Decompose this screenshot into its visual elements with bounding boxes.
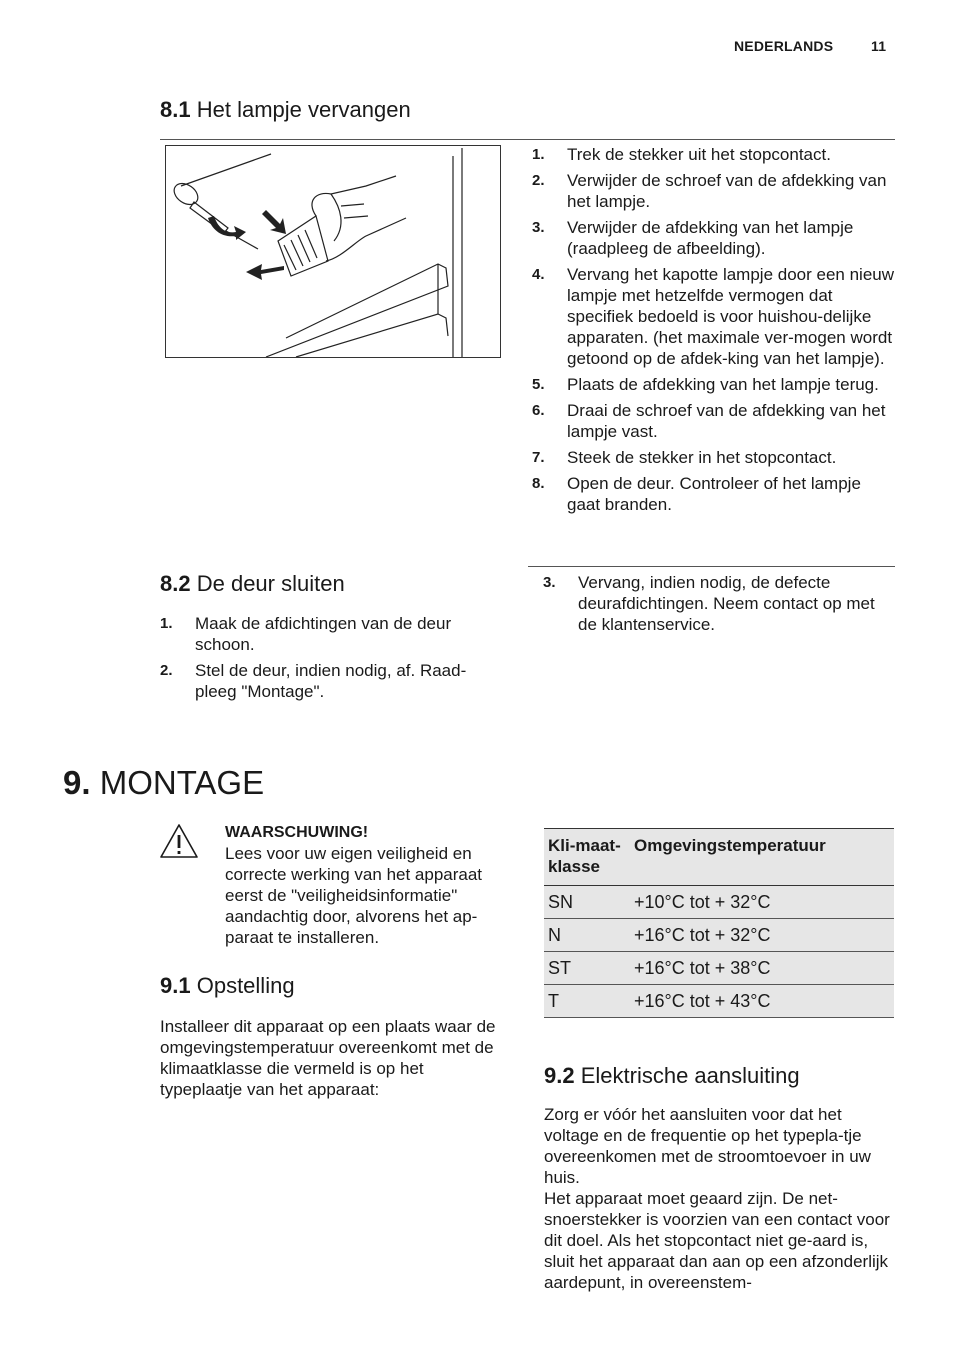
step-text: Stel de deur, indien nodig, af. Raad-pleeg "Montage". bbox=[195, 661, 467, 701]
section-9-2-text-1: Zorg er vóór het aansluiten voor dat het voltage en de frequentie op het typepla-tje overeenkomen met de stroomtoevoer in uw huis. bbox=[544, 1105, 871, 1187]
step-number: 8. bbox=[532, 475, 545, 492]
table-row bbox=[544, 886, 894, 919]
list-item bbox=[532, 374, 894, 395]
section-8-2-number: 8.2 bbox=[160, 571, 191, 596]
table-row bbox=[544, 919, 894, 952]
list-item bbox=[532, 473, 894, 515]
step-text: Verwijder de afdekking van het lampje (raadpleeg de afbeelding). bbox=[567, 218, 854, 258]
section-9-1-text: Installeer dit apparaat op een plaats waar de omgevingstemperatuur overeenkomt met de klimaatklasse die vermeld is op het typeplaatje van het apparaat: bbox=[160, 1017, 496, 1099]
page-number: 11 bbox=[871, 38, 887, 54]
list-item bbox=[532, 217, 894, 259]
list-item bbox=[532, 144, 894, 165]
step-number: 1. bbox=[160, 615, 173, 632]
door-steps-left bbox=[160, 613, 505, 707]
warning-text: Lees voor uw eigen veiligheid en correcte werking van het apparaat eerst de "veiligheidsinformatie" aandachtig door, alvorens het ap-paraat te installeren. bbox=[225, 844, 483, 947]
list-item bbox=[160, 660, 505, 702]
section-9-2-heading bbox=[544, 1063, 800, 1089]
section-9-2-text-2: Het apparaat moet geaard zijn. De net-snoerstekker is voorzien van een contact voor dit doel. Als het stopcontact niet ge-aard is, sluit het apparaat dan aan op een afzonderlijk aardepunt, in overeenstem- bbox=[544, 1189, 890, 1292]
door-steps-right bbox=[543, 572, 893, 640]
step-text: Steek de stekker in het stopcontact. bbox=[567, 448, 837, 467]
chapter-title: MONTAGE bbox=[99, 764, 265, 801]
step-number: 3. bbox=[532, 219, 545, 236]
step-text: Maak de afdichtingen van de deur schoon. bbox=[195, 614, 452, 654]
list-item bbox=[160, 613, 505, 655]
step-text: Vervang, indien nodig, de defecte deurafdichtingen. Neem contact op met de klantenservice. bbox=[578, 573, 875, 634]
table-header-row bbox=[544, 829, 894, 886]
table-cell: N bbox=[544, 919, 630, 952]
lamp-replacement-illustration bbox=[165, 145, 501, 358]
chapter-heading bbox=[63, 764, 264, 802]
column-header-climate-class: Kli-maat-klasse bbox=[544, 829, 630, 886]
column-header-temperature: Omgevingstemperatuur bbox=[630, 829, 894, 886]
step-text: Verwijder de schroef van de afdekking van het lampje. bbox=[567, 171, 887, 211]
list-item bbox=[543, 572, 893, 635]
step-number: 7. bbox=[532, 449, 545, 466]
section-9-2-number: 9.2 bbox=[544, 1063, 575, 1088]
section-divider bbox=[528, 566, 895, 567]
list-item bbox=[532, 170, 894, 212]
table-cell: +10°C tot + 32°C bbox=[630, 886, 894, 919]
table-row bbox=[544, 952, 894, 985]
section-8-2-title: De deur sluiten bbox=[196, 571, 345, 596]
chapter-number: 9. bbox=[63, 764, 91, 801]
step-number: 5. bbox=[532, 376, 545, 393]
table-row bbox=[544, 985, 894, 1018]
warning-title: WAARSCHUWING! bbox=[225, 824, 369, 841]
warning-block bbox=[225, 822, 515, 948]
section-8-1-heading bbox=[160, 97, 411, 123]
section-9-1-number: 9.1 bbox=[160, 973, 191, 998]
table-cell: ST bbox=[544, 952, 630, 985]
section-8-1-number: 8.1 bbox=[160, 97, 191, 122]
table-cell: +16°C tot + 38°C bbox=[630, 952, 894, 985]
list-item bbox=[532, 264, 894, 369]
list-item bbox=[532, 447, 894, 468]
step-text: Draai de schroef van de afdekking van het lampje vast. bbox=[567, 401, 886, 441]
section-9-2-body bbox=[544, 1104, 894, 1293]
step-number: 1. bbox=[532, 146, 545, 163]
list-item bbox=[532, 400, 894, 442]
step-text: Vervang het kapotte lampje door een nieuw lampje met hetzelfde vermogen dat specifiek bedoeld is voor huishou-delijke apparaten. (het maximale ver-mogen wordt getoond op de afdek-king van het lampje). bbox=[567, 265, 895, 368]
climate-class-table bbox=[544, 828, 894, 1018]
step-number: 4. bbox=[532, 266, 545, 283]
section-8-2-heading bbox=[160, 571, 345, 597]
section-divider bbox=[160, 139, 895, 140]
section-8-1-title: Het lampje vervangen bbox=[196, 97, 411, 122]
table-cell: +16°C tot + 43°C bbox=[630, 985, 894, 1018]
warning-icon bbox=[159, 823, 199, 859]
section-9-1-title: Opstelling bbox=[196, 973, 295, 998]
section-9-1-heading bbox=[160, 973, 295, 999]
step-number: 2. bbox=[160, 662, 173, 679]
step-text: Trek de stekker uit het stopcontact. bbox=[567, 145, 831, 164]
section-9-2-title: Elektrische aansluiting bbox=[580, 1063, 800, 1088]
step-text: Open de deur. Controleer of het lampje gaat branden. bbox=[567, 474, 861, 514]
table-cell: +16°C tot + 32°C bbox=[630, 919, 894, 952]
table-cell: SN bbox=[544, 886, 630, 919]
lamp-drawing bbox=[166, 146, 500, 357]
header-language: NEDERLANDS bbox=[734, 38, 834, 54]
table-cell: T bbox=[544, 985, 630, 1018]
step-number: 6. bbox=[532, 402, 545, 419]
lamp-steps-list bbox=[532, 144, 894, 520]
step-text: Plaats de afdekking van het lampje terug. bbox=[567, 375, 879, 394]
step-number: 3. bbox=[543, 574, 556, 591]
step-number: 2. bbox=[532, 172, 545, 189]
